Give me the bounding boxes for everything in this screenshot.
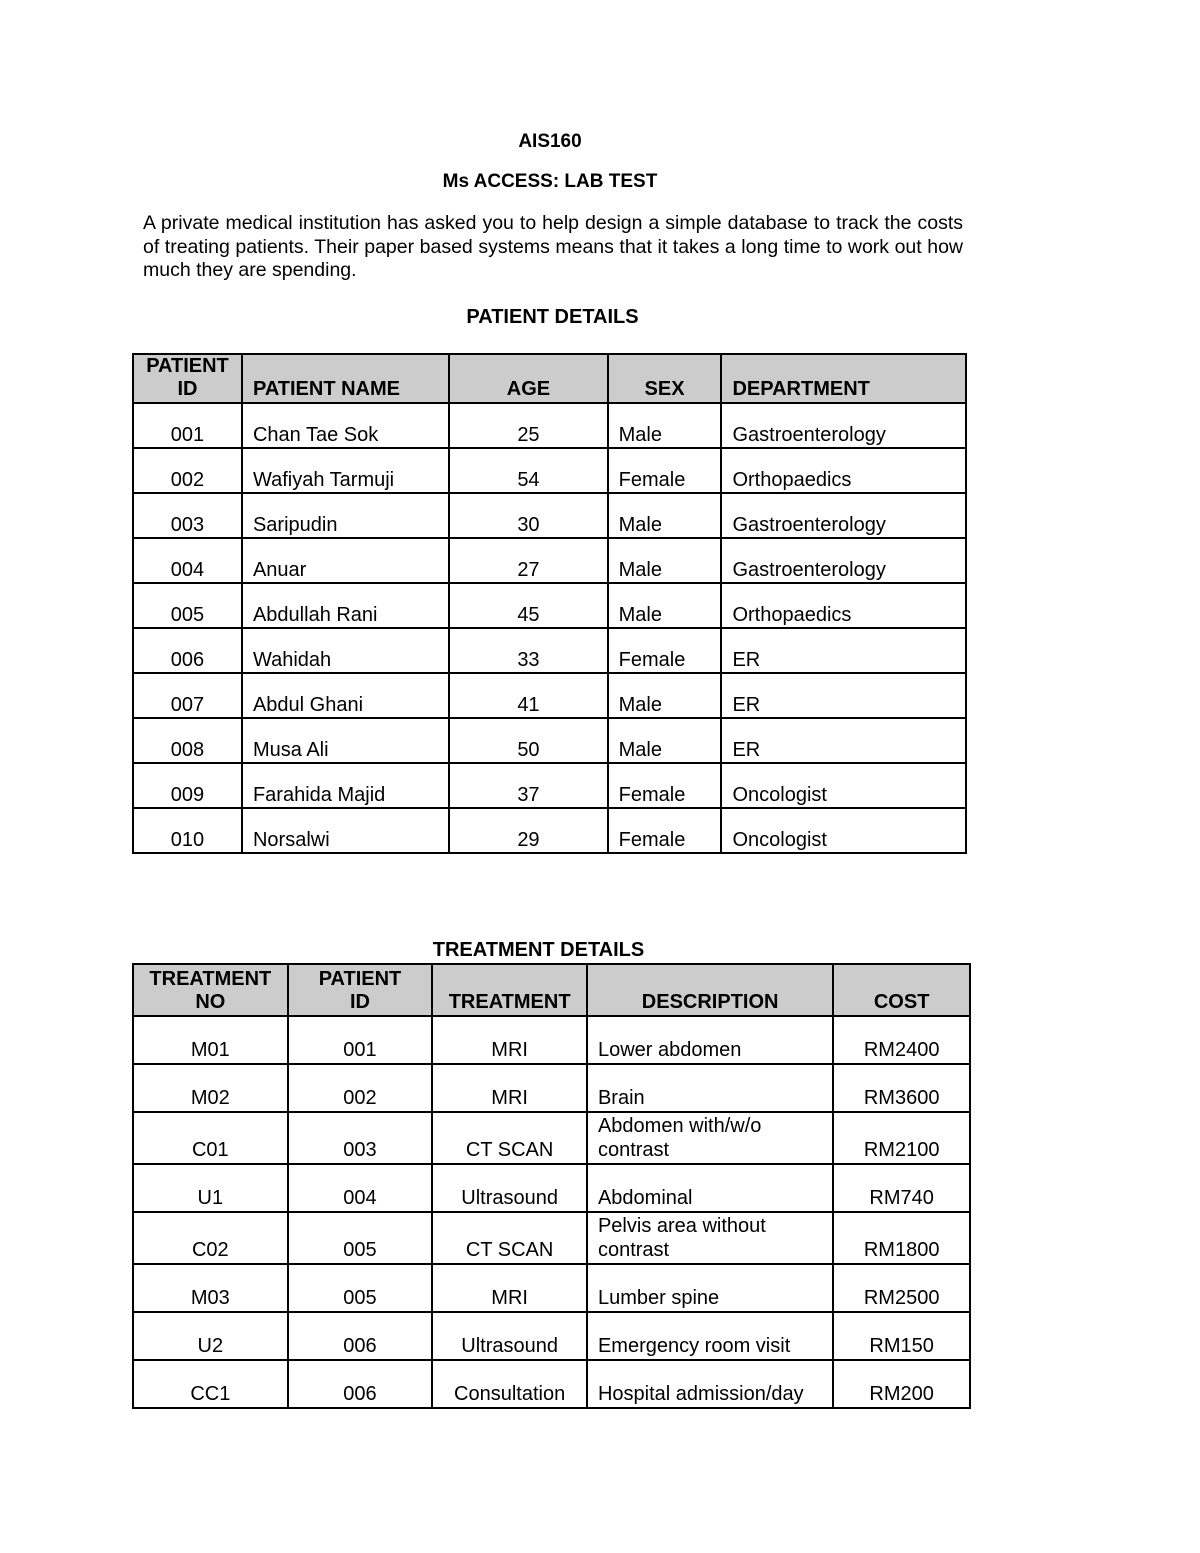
intro-paragraph: A private medical institution has asked you to help design a simple database to track the costs of treating patients. Their paper based systems means that it takes a long time to work out how much they are spending. (143, 212, 963, 281)
column-header: TREATMENT (432, 964, 587, 1016)
description-cell: Hospital admission/day (587, 1360, 833, 1408)
sex-cell: Male (608, 673, 722, 718)
department-cell: Oncologist (721, 808, 966, 853)
patient-name-cell: Norsalwi (242, 808, 449, 853)
column-header: AGE (449, 354, 607, 403)
treatment-cell: MRI (432, 1064, 587, 1112)
department-cell: ER (721, 718, 966, 763)
patient-id-cell: 006 (288, 1360, 433, 1408)
patient-id-cell: 005 (288, 1212, 433, 1264)
sex-cell: Male (608, 718, 722, 763)
patient-id-cell: 005 (133, 583, 242, 628)
patient-id-cell: 010 (133, 808, 242, 853)
patient-details-heading: PATIENT DETAILS (466, 306, 639, 328)
treatment-no-cell: M01 (133, 1016, 288, 1064)
description-cell: Brain (587, 1064, 833, 1112)
treatment-cell: Ultrasound (432, 1164, 587, 1212)
description-cell: Emergency room visit (587, 1312, 833, 1360)
patient-id-cell: 001 (133, 403, 242, 448)
table-row (133, 403, 966, 448)
cost-cell: RM2400 (833, 1016, 970, 1064)
age-cell: 30 (449, 493, 607, 538)
sex-cell: Female (608, 763, 722, 808)
treatment-no-cell: C01 (133, 1112, 288, 1164)
table-row (133, 1212, 970, 1264)
table-row (133, 1112, 970, 1164)
description-cell: Abdominal (587, 1164, 833, 1212)
table-row (133, 583, 966, 628)
sex-cell: Male (608, 493, 722, 538)
patient-name-cell: Abdullah Rani (242, 583, 449, 628)
treatment-no-cell: M03 (133, 1264, 288, 1312)
age-cell: 41 (449, 673, 607, 718)
table-row (133, 1312, 970, 1360)
column-header: SEX (608, 354, 722, 403)
department-cell: ER (721, 628, 966, 673)
column-header: TREATMENT NO (133, 964, 288, 1016)
table-row (133, 493, 966, 538)
patient-id-cell: 004 (133, 538, 242, 583)
table-row (133, 1164, 970, 1212)
patient-id-cell: 006 (288, 1312, 433, 1360)
description-cell: Lumber spine (587, 1264, 833, 1312)
course-code: AIS160 (518, 131, 582, 152)
table-row (133, 1016, 970, 1064)
treatment-cell: CT SCAN (432, 1212, 587, 1264)
department-cell: Gastroenterology (721, 403, 966, 448)
treatment-no-cell: U2 (133, 1312, 288, 1360)
age-cell: 54 (449, 448, 607, 493)
department-cell: Orthopaedics (721, 583, 966, 628)
patient-id-cell: 009 (133, 763, 242, 808)
patient-id-cell: 007 (133, 673, 242, 718)
sex-cell: Male (608, 538, 722, 583)
department-cell: ER (721, 673, 966, 718)
age-cell: 25 (449, 403, 607, 448)
patient-name-cell: Wahidah (242, 628, 449, 673)
cost-cell: RM200 (833, 1360, 970, 1408)
cost-cell: RM150 (833, 1312, 970, 1360)
patient-name-cell: Chan Tae Sok (242, 403, 449, 448)
sex-cell: Male (608, 403, 722, 448)
treatment-no-cell: C02 (133, 1212, 288, 1264)
patient-name-cell: Wafiyah Tarmuji (242, 448, 449, 493)
age-cell: 37 (449, 763, 607, 808)
patient-name-cell: Farahida Majid (242, 763, 449, 808)
patient-id-cell: 004 (288, 1164, 433, 1212)
treatment-no-cell: U1 (133, 1164, 288, 1212)
patient-id-cell: 002 (288, 1064, 433, 1112)
treatment-cell: CT SCAN (432, 1112, 587, 1164)
column-header: PATIENT NAME (242, 354, 449, 403)
patient-details-table (132, 353, 967, 854)
table-row (133, 808, 966, 853)
table-row (133, 673, 966, 718)
cost-cell: RM2500 (833, 1264, 970, 1312)
table-row (133, 718, 966, 763)
sex-cell: Female (608, 808, 722, 853)
table-row (133, 1064, 970, 1112)
patient-id-cell: 005 (288, 1264, 433, 1312)
table-row (133, 448, 966, 493)
age-cell: 29 (449, 808, 607, 853)
patient-id-cell: 003 (288, 1112, 433, 1164)
age-cell: 50 (449, 718, 607, 763)
column-header: DEPARTMENT (721, 354, 966, 403)
cost-cell: RM2100 (833, 1112, 970, 1164)
cost-cell: RM1800 (833, 1212, 970, 1264)
column-header: DESCRIPTION (587, 964, 833, 1016)
sex-cell: Female (608, 628, 722, 673)
treatment-cell: MRI (432, 1264, 587, 1312)
patient-name-cell: Abdul Ghani (242, 673, 449, 718)
table-header-row (133, 354, 966, 403)
document-subtitle: Ms ACCESS: LAB TEST (442, 171, 658, 192)
treatment-cell: MRI (432, 1016, 587, 1064)
treatment-details-heading: TREATMENT DETAILS (432, 939, 645, 961)
treatment-no-cell: CC1 (133, 1360, 288, 1408)
patient-id-cell: 003 (133, 493, 242, 538)
treatment-cell: Consultation (432, 1360, 587, 1408)
age-cell: 45 (449, 583, 607, 628)
sex-cell: Female (608, 448, 722, 493)
patient-name-cell: Anuar (242, 538, 449, 583)
department-cell: Gastroenterology (721, 493, 966, 538)
column-header: COST (833, 964, 970, 1016)
patient-id-cell: 008 (133, 718, 242, 763)
table-row (133, 1360, 970, 1408)
patient-id-cell: 001 (288, 1016, 433, 1064)
cost-cell: RM3600 (833, 1064, 970, 1112)
department-cell: Gastroenterology (721, 538, 966, 583)
column-header: PATIENT ID (288, 964, 433, 1016)
department-cell: Oncologist (721, 763, 966, 808)
table-row (133, 538, 966, 583)
table-row (133, 763, 966, 808)
age-cell: 27 (449, 538, 607, 583)
patient-name-cell: Saripudin (242, 493, 449, 538)
cost-cell: RM740 (833, 1164, 970, 1212)
patient-name-cell: Musa Ali (242, 718, 449, 763)
sex-cell: Male (608, 583, 722, 628)
treatment-details-table (132, 963, 971, 1409)
description-cell: Lower abdomen (587, 1016, 833, 1064)
table-row (133, 1264, 970, 1312)
department-cell: Orthopaedics (721, 448, 966, 493)
treatment-cell: Ultrasound (432, 1312, 587, 1360)
description-cell: Abdomen with/w/o contrast (587, 1112, 833, 1164)
table-header-row (133, 964, 970, 1016)
description-cell: Pelvis area without contrast (587, 1212, 833, 1264)
table-row (133, 628, 966, 673)
age-cell: 33 (449, 628, 607, 673)
patient-id-cell: 006 (133, 628, 242, 673)
patient-id-cell: 002 (133, 448, 242, 493)
treatment-no-cell: M02 (133, 1064, 288, 1112)
column-header: PATIENT ID (133, 354, 242, 403)
